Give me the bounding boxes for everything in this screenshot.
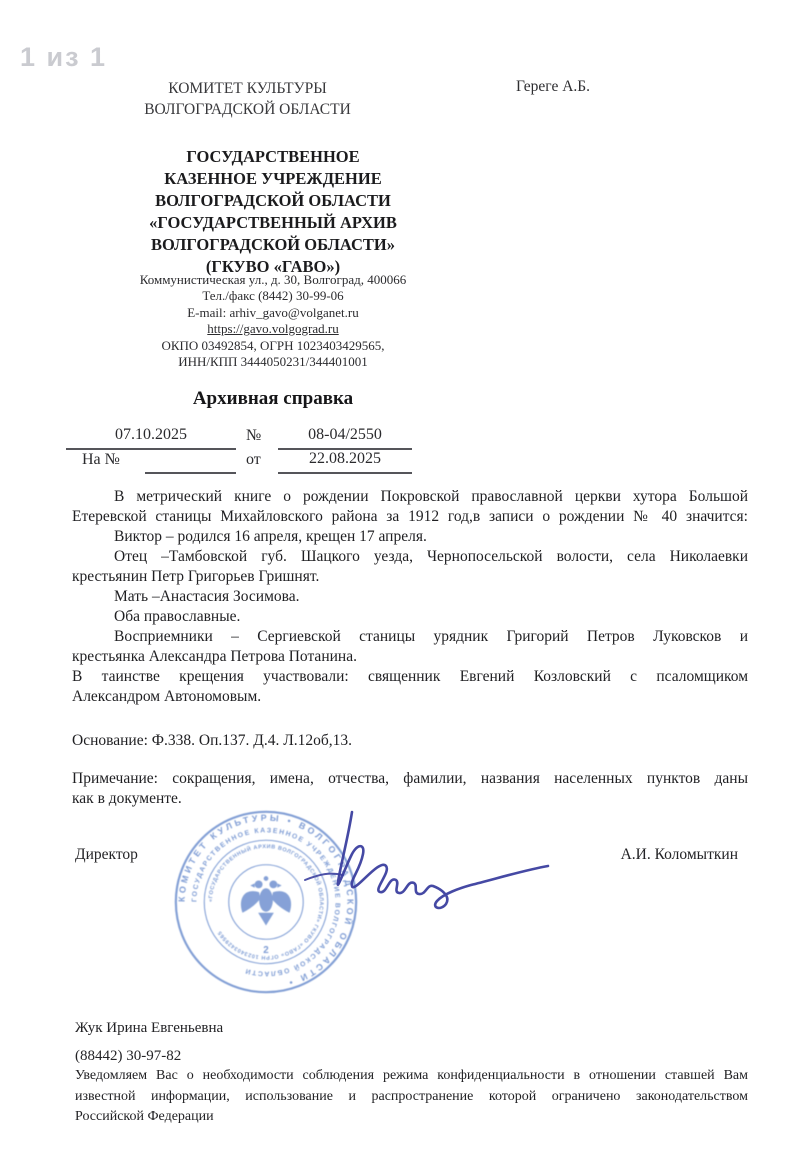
institution-line-5: ВОЛГОГРАДСКОЙ ОБЛАСТИ» <box>151 235 395 254</box>
body-line: Мать –Анастасия Зосимова. <box>114 588 300 605</box>
body-line: крестьянин Петр Григорьев Гришнят. <box>72 568 320 585</box>
page-indicator: 1 из 1 <box>20 42 108 72</box>
contact-block <box>78 272 468 370</box>
outgoing-date-field: 07.10.2025 <box>66 426 236 450</box>
stamp-outer-ring-text: КОМИТЕТ КУЛЬТУРЫ • ВОЛГОГРАДСКОЙ ОБЛАСТИ • <box>176 812 356 989</box>
institution-line-1: ГОСУДАРСТВЕННОЕ <box>186 147 360 166</box>
document-title: Архивная справка <box>192 388 354 409</box>
inn-kpp: ИНН/КПП 3444050231/344401001 <box>178 354 368 370</box>
email: E-mail: arhiv_gavo@volganet.ru <box>187 304 359 320</box>
institution-line-6: (ГКУВО «ГАВО») <box>205 257 341 276</box>
note-line: Примечание: сокращения, имена, отчества, фамилии, названия населенных пунктов даны <box>72 770 748 787</box>
body-line: Виктор – родился 16 апреля, крещен 17 апреля. <box>114 528 427 545</box>
body-line: В таинстве крещения участвовали: священник Евгений Козловский с псаломщиком <box>72 668 748 685</box>
body-line: Отец –Тамбовской губ. Шацкого уезда, Чернопосельской волости, села Николаевки <box>114 548 748 565</box>
executor-phone: (88442) 30-97-82 <box>75 1048 182 1064</box>
committee-name <box>75 78 420 120</box>
notice-line: Российской Федерации <box>75 1109 214 1124</box>
institution-name <box>78 146 468 278</box>
signer-name: А.И. Коломыткин <box>620 846 738 863</box>
body-line: крестьянка Александра Петрова Потанина. <box>72 648 357 665</box>
certificate-body <box>72 487 748 809</box>
body-line: Александром Автономовым. <box>72 688 262 705</box>
institution-line-4: «ГОСУДАРСТВЕННЫЙ АРХИВ <box>149 213 397 232</box>
body-line: Оба православные. <box>114 608 241 625</box>
double-headed-eagle-emblem <box>241 876 291 925</box>
institution-line-3: ВОЛГОГРАДСКОЙ ОБЛАСТИ <box>155 191 391 210</box>
postal-address: Коммунистическая ул., д. 30, Волгоград, 400066 <box>139 272 407 287</box>
body-line: Етеревской станицы Михайловского района за 1912 год,в записи о рождении № 40 значится: <box>72 508 748 525</box>
stamp-center-number: 2 <box>263 944 269 956</box>
okpo-ogrn: ОКПО 03492854, ОГРН 1023403429565, <box>161 337 385 353</box>
from-label: от <box>246 451 261 468</box>
committee-line-2: ВОЛГОГРАДСКОЙ ОБЛАСТИ <box>144 101 351 118</box>
addressee: Гереге А.Б. <box>516 78 591 95</box>
stamp-inner-ring-text: «ГОСУДАРСТВЕННЫЙ АРХИВ ВОЛГОГРАДСКОЙ ОБЛАСТИ» ГКУВО «ГАВО» ОГРН 1023403429565 <box>208 844 324 960</box>
body-line: В метрический книге о рождении Покровской православной церкви хутора Большой <box>114 488 748 505</box>
incoming-date-field: 22.08.2025 <box>278 450 412 474</box>
signer-position: Директор <box>75 846 138 863</box>
handwritten-signature <box>285 798 585 918</box>
reply-number-blank-field <box>145 450 236 474</box>
body-line: Восприемники – Сергиевской станицы урядник Григорий Петров Луковсков и <box>114 628 748 645</box>
website-url: https://gavo.volgograd.ru <box>207 321 339 337</box>
executor-block <box>75 1014 223 1070</box>
reply-to-label: На № <box>82 451 120 468</box>
outgoing-number-field: 08-04/2550 <box>278 426 412 450</box>
notice-line: Уведомляем Вас о необходимости соблюдения режима конфиденциальности в отношении ставшей Вам <box>75 1068 748 1083</box>
institution-line-2: КАЗЕННОЕ УЧРЕЖДЕНИЕ <box>164 169 382 188</box>
committee-line-1: КОМИТЕТ КУЛЬТУРЫ <box>168 80 327 97</box>
basis-line: Основание: Ф.338. Оп.137. Д.4. Л.12об,13. <box>72 732 352 749</box>
number-sign-label: № <box>246 427 262 444</box>
note-line: как в документе. <box>72 790 182 807</box>
stamp-middle-ring-text: ГОСУДАРСТВЕННОЕ КАЗЕННОЕ УЧРЕЖДЕНИЕ ВОЛГОГРАДСКОЙ ОБЛАСТИ <box>191 827 341 977</box>
executor-name: Жук Ирина Евгеньевна <box>75 1020 224 1036</box>
phone-fax: Тел./факс (8442) 30-99-06 <box>202 288 344 304</box>
confidentiality-notice <box>75 1066 748 1128</box>
notice-line: известной информации, использование и распространение которой ограничено законодательством <box>75 1088 748 1104</box>
